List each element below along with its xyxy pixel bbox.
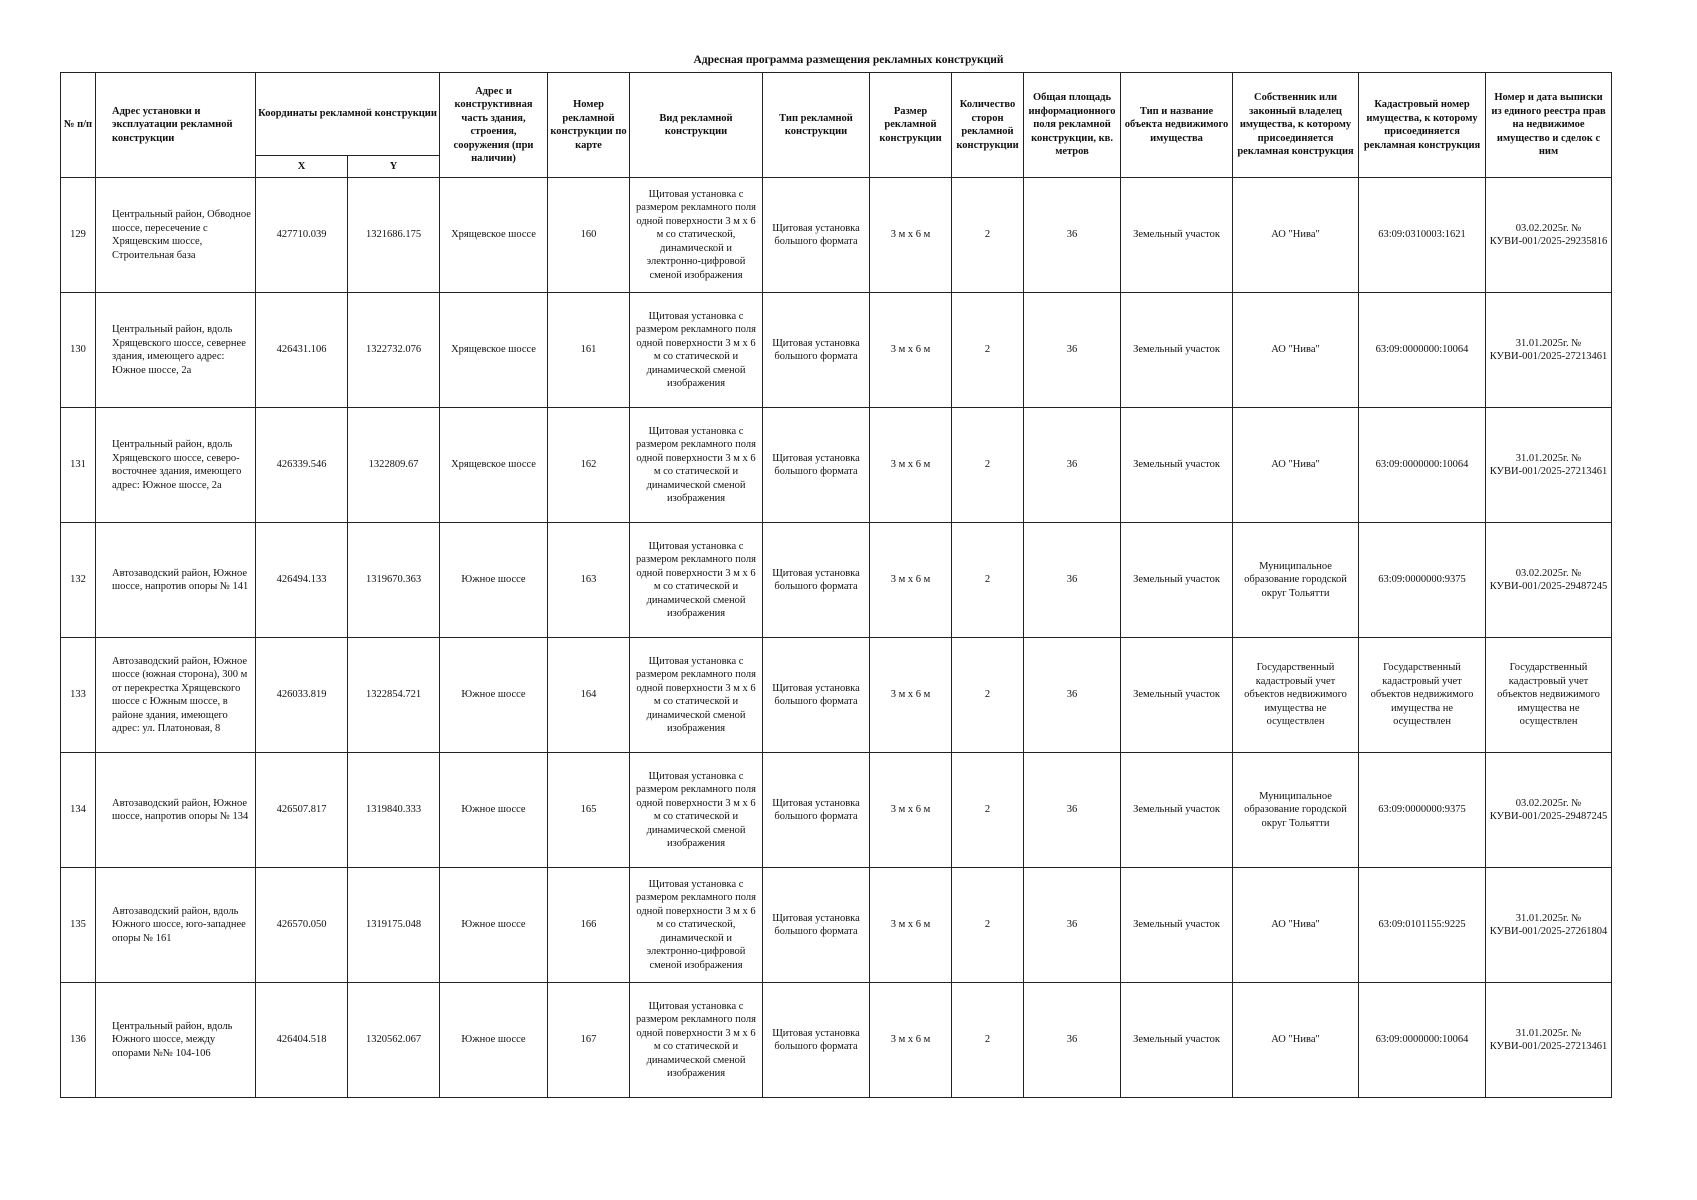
header-coord-y: Y (348, 156, 440, 178)
cell-map-number: 160 (548, 178, 630, 293)
cell-sides: 2 (952, 638, 1024, 753)
cell-map-number: 166 (548, 868, 630, 983)
cell-cadastral: 63:09:0310003:1621 (1359, 178, 1486, 293)
cell-kind: Щитовая установка с размером рекламного поля одной поверхности 3 м х 6 м со статической и динамической сменой изображения (630, 293, 763, 408)
cell-extract: 03.02.2025г. № КУВИ-001/2025-29487245 (1486, 523, 1612, 638)
cell-map-number: 167 (548, 983, 630, 1098)
cell-coord-y: 1320562.067 (348, 983, 440, 1098)
cell-coord-x: 426494.133 (256, 523, 348, 638)
cell-area: 36 (1024, 523, 1121, 638)
cell-owner: АО "Нива" (1233, 408, 1359, 523)
cell-address: Центральный район, Обводное шоссе, пересечение с Хрящевским шоссе, Строительная база (96, 178, 256, 293)
header-size: Размер рекламной конструкции (870, 73, 952, 178)
cell-map-number: 161 (548, 293, 630, 408)
header-extract: Номер и дата выписки из единого реестра прав на недвижимое имущество и сделок с ним (1486, 73, 1612, 178)
cell-property: Земельный участок (1121, 178, 1233, 293)
cell-size: 3 м х 6 м (870, 293, 952, 408)
header-kind: Вид рекламной конструкции (630, 73, 763, 178)
cell-coord-y: 1322809.67 (348, 408, 440, 523)
cell-type: Щитовая установка большого формата (763, 523, 870, 638)
cell-cadastral: 63:09:0000000:9375 (1359, 523, 1486, 638)
cell-property: Земельный участок (1121, 983, 1233, 1098)
cell-building: Хрящевское шоссе (440, 178, 548, 293)
cell-property: Земельный участок (1121, 293, 1233, 408)
cell-owner: АО "Нива" (1233, 868, 1359, 983)
cell-building: Хрящевское шоссе (440, 408, 548, 523)
cell-size: 3 м х 6 м (870, 638, 952, 753)
table-row (61, 178, 1612, 293)
cell-num: 129 (61, 178, 96, 293)
cell-extract: 31.01.2025г. № КУВИ-001/2025-27213461 (1486, 983, 1612, 1098)
cell-area: 36 (1024, 983, 1121, 1098)
cell-owner: Муниципальное образование городской округ Тольятти (1233, 753, 1359, 868)
cell-num: 133 (61, 638, 96, 753)
cell-size: 3 м х 6 м (870, 523, 952, 638)
cell-coord-x: 426404.518 (256, 983, 348, 1098)
cell-num: 132 (61, 523, 96, 638)
header-coords: Координаты рекламной конструкции (256, 73, 440, 156)
cell-num: 131 (61, 408, 96, 523)
cell-kind: Щитовая установка с размером рекламного поля одной поверхности 3 м х 6 м со статической и динамической сменой изображения (630, 638, 763, 753)
cell-map-number: 163 (548, 523, 630, 638)
table-row (61, 753, 1612, 868)
cell-extract: 03.02.2025г. № КУВИ-001/2025-29235816 (1486, 178, 1612, 293)
table-body (61, 178, 1612, 1098)
cell-type: Щитовая установка большого формата (763, 178, 870, 293)
table-row (61, 293, 1612, 408)
cell-sides: 2 (952, 868, 1024, 983)
cell-coord-x: 426570.050 (256, 868, 348, 983)
cell-address: Центральный район, вдоль Хрящевского шоссе, северо-восточнее здания, имеющего адрес: Южное шоссе, 2а (96, 408, 256, 523)
cell-extract: 03.02.2025г. № КУВИ-001/2025-29487245 (1486, 753, 1612, 868)
header-coord-x: X (256, 156, 348, 178)
cell-cadastral: 63:09:0101155:9225 (1359, 868, 1486, 983)
table-header-row (61, 73, 1612, 156)
cell-property: Земельный участок (1121, 408, 1233, 523)
cell-type: Щитовая установка большого формата (763, 983, 870, 1098)
cell-coord-x: 426431.106 (256, 293, 348, 408)
cell-building: Южное шоссе (440, 983, 548, 1098)
cell-cadastral: 63:09:0000000:9375 (1359, 753, 1486, 868)
header-sides: Количество сторон рекламной конструкции (952, 73, 1024, 178)
cell-building: Южное шоссе (440, 638, 548, 753)
cell-extract: Государственный кадастровый учет объектов недвижимого имущества не осуществлен (1486, 638, 1612, 753)
cell-kind: Щитовая установка с размером рекламного поля одной поверхности 3 м х 6 м со статической и динамической сменой изображения (630, 753, 763, 868)
cell-address: Автозаводский район, Южное шоссе (южная сторона), 300 м от перекрестка Хрящевского шоссе с Южным шоссе, в районе здания, имеющего адрес: ул. Платоновая, 8 (96, 638, 256, 753)
cell-building: Южное шоссе (440, 753, 548, 868)
cell-address: Автозаводский район, Южное шоссе, напротив опоры № 134 (96, 753, 256, 868)
cell-type: Щитовая установка большого формата (763, 408, 870, 523)
cell-sides: 2 (952, 408, 1024, 523)
cell-owner: Государственный кадастровый учет объектов недвижимого имущества не осуществлен (1233, 638, 1359, 753)
cell-building: Южное шоссе (440, 523, 548, 638)
advertising-program-table (60, 72, 1612, 1098)
cell-owner: АО "Нива" (1233, 178, 1359, 293)
cell-coord-x: 426507.817 (256, 753, 348, 868)
cell-area: 36 (1024, 178, 1121, 293)
cell-sides: 2 (952, 983, 1024, 1098)
cell-extract: 31.01.2025г. № КУВИ-001/2025-27261804 (1486, 868, 1612, 983)
cell-area: 36 (1024, 293, 1121, 408)
cell-num: 135 (61, 868, 96, 983)
cell-property: Земельный участок (1121, 523, 1233, 638)
header-map-number: Номер рекламной конструкции по карте (548, 73, 630, 178)
cell-owner: Муниципальное образование городской округ Тольятти (1233, 523, 1359, 638)
header-owner: Собственник или законный владелец имущества, к которому присоединяется рекламная конструкция (1233, 73, 1359, 178)
cell-size: 3 м х 6 м (870, 178, 952, 293)
cell-building: Хрящевское шоссе (440, 293, 548, 408)
cell-property: Земельный участок (1121, 868, 1233, 983)
cell-size: 3 м х 6 м (870, 983, 952, 1098)
table-row (61, 408, 1612, 523)
cell-map-number: 165 (548, 753, 630, 868)
cell-owner: АО "Нива" (1233, 293, 1359, 408)
cell-coord-x: 426033.819 (256, 638, 348, 753)
cell-kind: Щитовая установка с размером рекламного поля одной поверхности 3 м х 6 м со статической и динамической сменой изображения (630, 983, 763, 1098)
cell-sides: 2 (952, 753, 1024, 868)
cell-extract: 31.01.2025г. № КУВИ-001/2025-27213461 (1486, 293, 1612, 408)
cell-kind: Щитовая установка с размером рекламного поля одной поверхности 3 м х 6 м со статической и динамической сменой изображения (630, 523, 763, 638)
cell-extract: 31.01.2025г. № КУВИ-001/2025-27213461 (1486, 408, 1612, 523)
cell-cadastral: Государственный кадастровый учет объектов недвижимого имущества не осуществлен (1359, 638, 1486, 753)
header-area: Общая площадь информационного поля рекламной конструкции, кв. метров (1024, 73, 1121, 178)
table-row (61, 868, 1612, 983)
header-address: Адрес установки и эксплуатации рекламной конструкции (96, 73, 256, 178)
cell-coord-x: 427710.039 (256, 178, 348, 293)
cell-map-number: 164 (548, 638, 630, 753)
cell-num: 130 (61, 293, 96, 408)
cell-area: 36 (1024, 638, 1121, 753)
cell-coord-y: 1321686.175 (348, 178, 440, 293)
cell-area: 36 (1024, 408, 1121, 523)
cell-building: Южное шоссе (440, 868, 548, 983)
header-cadastral: Кадастровый номер имущества, к которому присоединяется рекламная конструкция (1359, 73, 1486, 178)
cell-coord-y: 1322732.076 (348, 293, 440, 408)
cell-owner: АО "Нива" (1233, 983, 1359, 1098)
cell-num: 134 (61, 753, 96, 868)
header-building: Адрес и конструктивная часть здания, строения, сооружения (при наличии) (440, 73, 548, 178)
table-row (61, 523, 1612, 638)
cell-coord-y: 1319840.333 (348, 753, 440, 868)
header-num: № п/п (61, 73, 96, 178)
cell-cadastral: 63:09:0000000:10064 (1359, 293, 1486, 408)
cell-sides: 2 (952, 523, 1024, 638)
header-type: Тип рекламной конструкции (763, 73, 870, 178)
cell-kind: Щитовая установка с размером рекламного поля одной поверхности 3 м х 6 м со статической, динамической и электронно-цифровой сменой изображения (630, 868, 763, 983)
cell-type: Щитовая установка большого формата (763, 293, 870, 408)
cell-property: Земельный участок (1121, 753, 1233, 868)
cell-coord-y: 1322854.721 (348, 638, 440, 753)
header-property: Тип и название объекта недвижимого имущества (1121, 73, 1233, 178)
cell-num: 136 (61, 983, 96, 1098)
cell-type: Щитовая установка большого формата (763, 638, 870, 753)
cell-cadastral: 63:09:0000000:10064 (1359, 408, 1486, 523)
cell-kind: Щитовая установка с размером рекламного поля одной поверхности 3 м х 6 м со статической, динамической и электронно-цифровой сменой изображения (630, 178, 763, 293)
cell-cadastral: 63:09:0000000:10064 (1359, 983, 1486, 1098)
cell-size: 3 м х 6 м (870, 753, 952, 868)
cell-address: Автозаводский район, вдоль Южного шоссе, юго-западнее опоры № 161 (96, 868, 256, 983)
cell-type: Щитовая установка большого формата (763, 753, 870, 868)
cell-address: Центральный район, вдоль Южного шоссе, между опорами №№ 104-106 (96, 983, 256, 1098)
cell-map-number: 162 (548, 408, 630, 523)
cell-size: 3 м х 6 м (870, 868, 952, 983)
cell-kind: Щитовая установка с размером рекламного поля одной поверхности 3 м х 6 м со статической и динамической сменой изображения (630, 408, 763, 523)
cell-coord-y: 1319670.363 (348, 523, 440, 638)
table-row (61, 638, 1612, 753)
table-row (61, 983, 1612, 1098)
document-title: Адресная программа размещения рекламных конструкций (693, 54, 1004, 66)
cell-address: Центральный район, вдоль Хрящевского шоссе, севернее здания, имеющего адрес: Южное шоссе, 2а (96, 293, 256, 408)
cell-coord-x: 426339.546 (256, 408, 348, 523)
cell-coord-y: 1319175.048 (348, 868, 440, 983)
cell-address: Автозаводский район, Южное шоссе, напротив опоры № 141 (96, 523, 256, 638)
cell-sides: 2 (952, 293, 1024, 408)
cell-area: 36 (1024, 753, 1121, 868)
cell-property: Земельный участок (1121, 638, 1233, 753)
cell-size: 3 м х 6 м (870, 408, 952, 523)
cell-area: 36 (1024, 868, 1121, 983)
cell-type: Щитовая установка большого формата (763, 868, 870, 983)
cell-sides: 2 (952, 178, 1024, 293)
